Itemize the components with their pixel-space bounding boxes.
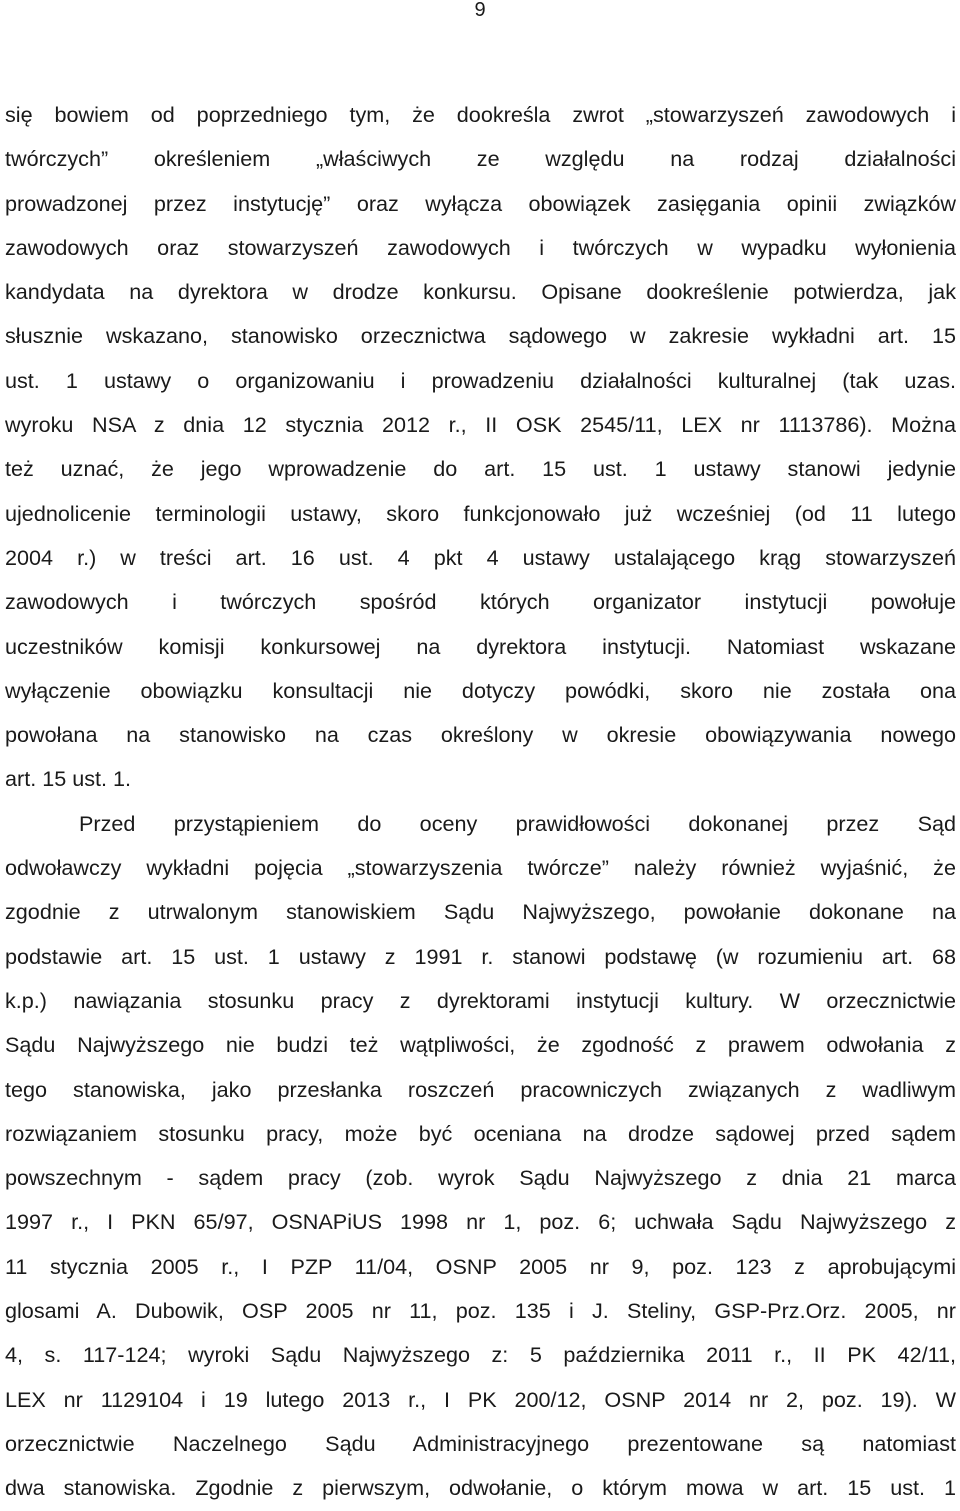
- text-line: LEX nr 1129104 i 19 lutego 2013 r., I PK 200/12, OSNP 2014 nr 2, poz. 19). W: [5, 1386, 956, 1412]
- text-line: zawodowych oraz stowarzyszeń zawodowych i twórczych w wypadku wyłonienia: [5, 234, 956, 260]
- text-line: 11 stycznia 2005 r., I PZP 11/04, OSNP 2005 nr 9, poz. 123 z aprobującymi: [5, 1253, 956, 1279]
- text-line: Sądu Najwyższego nie budzi też wątpliwości, że zgodność z prawem odwołania z: [5, 1032, 956, 1058]
- page-number: 9: [474, 0, 486, 21]
- text-line: powołana na stanowisko na czas określony w okresie obowiązywania nowego: [5, 722, 956, 748]
- paragraph-first-line: Przed przystąpieniem do oceny prawidłowości dokonanej przez Sąd: [79, 810, 956, 836]
- text-line: rozwiązaniem stosunku pracy, może być oceniana na drodze sądowej przed sądem: [5, 1120, 956, 1146]
- text-line: 1997 r., I PKN 65/97, OSNAPiUS 1998 nr 1, poz. 6; uchwała Sądu Najwyższego z: [5, 1209, 956, 1235]
- text-line: odwoławczy wykładni pojęcia „stowarzyszenia twórcze” należy również wyjaśnić, że: [5, 855, 956, 881]
- text-line: k.p.) nawiązania stosunku pracy z dyrektorami instytucji kultury. W orzecznictwie: [5, 987, 956, 1013]
- text-line: dwa stanowiska. Zgodnie z pierwszym, odwołanie, o którym mowa w art. 15 ust. 1: [5, 1475, 956, 1501]
- text-line: się bowiem od poprzedniego tym, że dookreśla zwrot „stowarzyszeń zawodowych i: [5, 102, 956, 127]
- text-line: orzecznictwie Naczelnego Sądu Administracyjnego prezentowane są natomiast: [5, 1430, 956, 1456]
- text-line: twórczych” określeniem „właściwych ze względu na rodzaj działalności: [5, 146, 956, 172]
- text-line: zgodnie z utrwalonym stanowiskiem Sądu Najwyższego, powołanie dokonane na: [5, 899, 956, 925]
- text-line: słusznie wskazano, stanowisko orzecznictwa sądowego w zakresie wykładni art. 15: [5, 323, 956, 349]
- text-line: powszechnym - sądem pracy (zob. wyrok Sądu Najwyższego z dnia 21 marca: [5, 1165, 956, 1191]
- text-line: wyroku NSA z dnia 12 stycznia 2012 r., II OSK 2545/11, LEX nr 1113786). Można: [5, 412, 956, 438]
- text-line: ust. 1 ustawy o organizowaniu i prowadzeniu działalności kulturalnej (tak uzas.: [5, 367, 956, 393]
- text-line: kandydata na dyrektora w drodze konkursu. Opisane dookreślenie potwierdza, jak: [5, 279, 956, 305]
- text-line: 4, s. 117-124; wyroki Sądu Najwyższego z: 5 października 2011 r., II PK 42/11,: [5, 1342, 956, 1368]
- paragraph-end-line: art. 15 ust. 1.: [5, 766, 132, 792]
- text-line: 2004 r.) w treści art. 16 ust. 4 pkt 4 ustawy ustalającego krąg stowarzyszeń: [5, 544, 956, 570]
- text-line: zawodowych i twórczych spośród których organizator instytucji powołuje: [5, 589, 956, 615]
- text-line: tego stanowiska, jako przesłanka roszczeń pracowniczych związanych z wadliwym: [5, 1076, 956, 1102]
- text-line: też uznać, że jego wprowadzenie do art. 15 ust. 1 ustawy stanowi jedynie: [5, 456, 956, 482]
- text-line: prowadzonej przez instytucję” oraz wyłącza obowiązek zasięgania opinii związków: [5, 190, 956, 216]
- document-body: [5, 93, 956, 1511]
- text-line: glosami A. Dubowik, OSP 2005 nr 11, poz. 135 i J. Steliny, GSP-Prz.Orz. 2005, nr: [5, 1298, 956, 1324]
- text-line: ujednolicenie terminologii ustawy, skoro funkcjonowało już wcześniej (od 11 lutego: [5, 500, 956, 526]
- text-line: uczestników komisji konkursowej na dyrektora instytucji. Natomiast wskazane: [5, 633, 956, 659]
- text-line: wyłączenie obowiązku konsultacji nie dotyczy powódki, skoro nie została ona: [5, 677, 956, 703]
- text-line: podstawie art. 15 ust. 1 ustawy z 1991 r. stanowi podstawę (w rozumieniu art. 68: [5, 943, 956, 969]
